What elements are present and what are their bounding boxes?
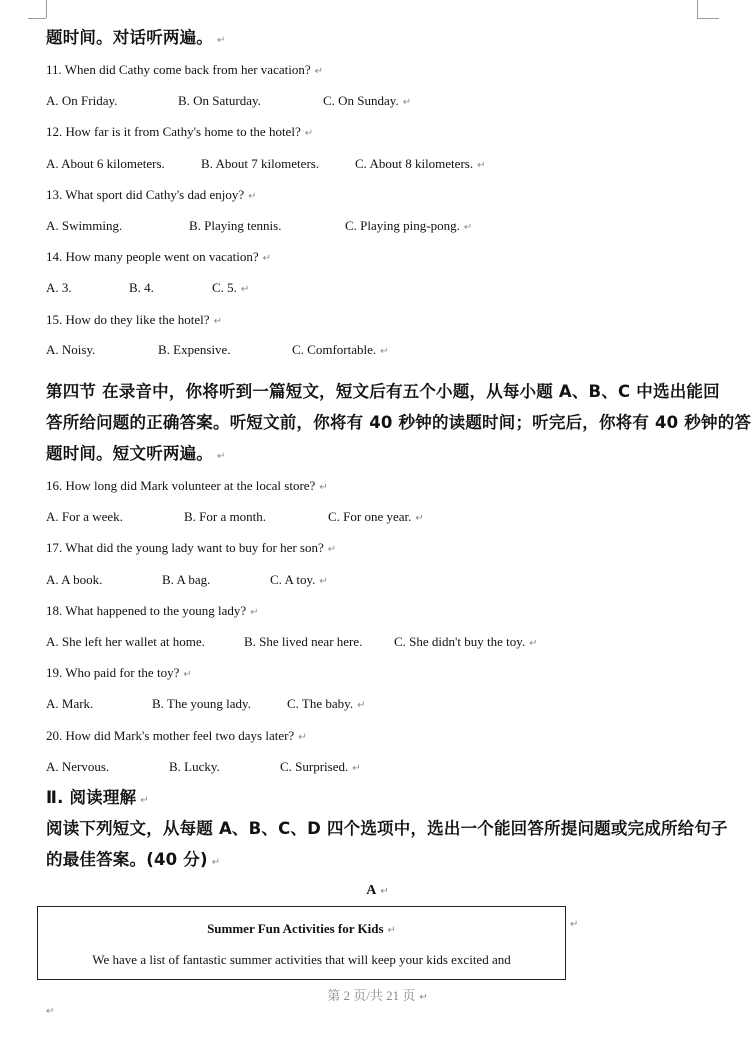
question-text: 17. What did the young lady want to buy for her son?: [46, 540, 324, 555]
option-a: A. She left her wallet at home.: [46, 634, 205, 649]
passage-label: A ↵: [366, 883, 389, 898]
option-c: C. A toy.: [270, 572, 316, 587]
option-a: A. A book.: [46, 572, 103, 587]
option-c: C. Playing ping-pong.: [345, 218, 460, 233]
section-4-heading-line-3: 题时间。短文听两遍。 ↵: [46, 444, 226, 463]
option-c: C. About 8 kilometers.: [355, 156, 474, 171]
question-text: 14. How many people went on vacation?: [46, 249, 259, 264]
option-c: C. The baby.: [287, 696, 354, 711]
option-a: A. About 6 kilometers.: [46, 156, 165, 171]
question-text: 18. What happened to the young lady?: [46, 603, 247, 618]
crop-mark-right-horizontal: [697, 18, 719, 19]
option-a: A. On Friday.: [46, 93, 118, 108]
question-text: 16. How long did Mark volunteer at the local store?: [46, 478, 316, 493]
option-c: C. On Sunday.: [323, 93, 399, 108]
option-b: B. 4.: [129, 280, 154, 295]
instruction-tail: 题时间。对话听两遍。 ↵: [46, 28, 226, 47]
crop-mark-right-vertical: [697, 0, 698, 18]
part-2-instructions-line-2: 的最佳答案。(40 分) ↵: [46, 850, 221, 869]
option-a: A. 3.: [46, 280, 72, 295]
passage-box: [37, 906, 566, 980]
option-c: C. 5.: [212, 280, 237, 295]
part-2-instructions-line-1: 阅读下列短文，从每题 A、B、C、D 四个选项中，选出一个能回答所提问题或完成所给句子: [46, 819, 728, 838]
option-a: A. Swimming.: [46, 218, 123, 233]
section-4-heading-line-1: 第四节 在录音中，你将听到一篇短文，短文后有五个小题，从每小题 A、B、C 中选出能回: [46, 382, 720, 401]
option-a: A. For a week.: [46, 509, 123, 524]
option-b: B. The young lady.: [152, 696, 251, 711]
option-a: A. Mark.: [46, 696, 94, 711]
option-b: B. Playing tennis.: [189, 218, 282, 233]
passage-title: Summer Fun Activities for Kids ↵: [207, 921, 396, 936]
crop-mark-left-horizontal: [28, 18, 46, 19]
trailing-return-mark: ↵: [46, 1006, 55, 1017]
box-return-mark: ↵: [570, 919, 579, 930]
part-2-title: Ⅱ. 阅读理解 ↵: [46, 788, 149, 807]
option-c: C. She didn't buy the toy.: [394, 634, 526, 649]
option-b: B. A bag.: [162, 572, 211, 587]
passage-text: We have a list of fantastic summer activities that will keep your kids excited and: [92, 952, 511, 967]
option-a: A. Nervous.: [46, 759, 110, 774]
question-text: 15. How do they like the hotel?: [46, 312, 210, 327]
question-text: 19. Who paid for the toy?: [46, 665, 180, 680]
section-4-heading-line-2: 答所给问题的正确答案。听短文前，你将有 40 秒钟的读题时间；听完后，你将有 40 秒钟的答: [46, 413, 752, 432]
option-b: B. She lived near here.: [244, 634, 363, 649]
option-b: B. About 7 kilometers.: [201, 156, 320, 171]
question-text: 20. How did Mark's mother feel two days later?: [46, 728, 295, 743]
option-c: C. Comfortable.: [292, 342, 377, 357]
option-b: B. Expensive.: [158, 342, 231, 357]
option-b: B. On Saturday.: [178, 93, 261, 108]
question-text: 12. How far is it from Cathy's home to the hotel?: [46, 124, 301, 139]
question-text: 11. When did Cathy come back from her vacation?: [46, 62, 311, 77]
option-c: C. Surprised.: [280, 759, 349, 774]
option-c: C. For one year.: [328, 509, 412, 524]
crop-mark-left-vertical: [46, 0, 47, 18]
option-b: B. Lucky.: [169, 759, 220, 774]
option-b: B. For a month.: [184, 509, 266, 524]
option-a: A. Noisy.: [46, 342, 96, 357]
question-text: 13. What sport did Cathy's dad enjoy?: [46, 187, 245, 202]
page-footer: 第 2 页/共 21 页 ↵: [327, 988, 428, 1003]
